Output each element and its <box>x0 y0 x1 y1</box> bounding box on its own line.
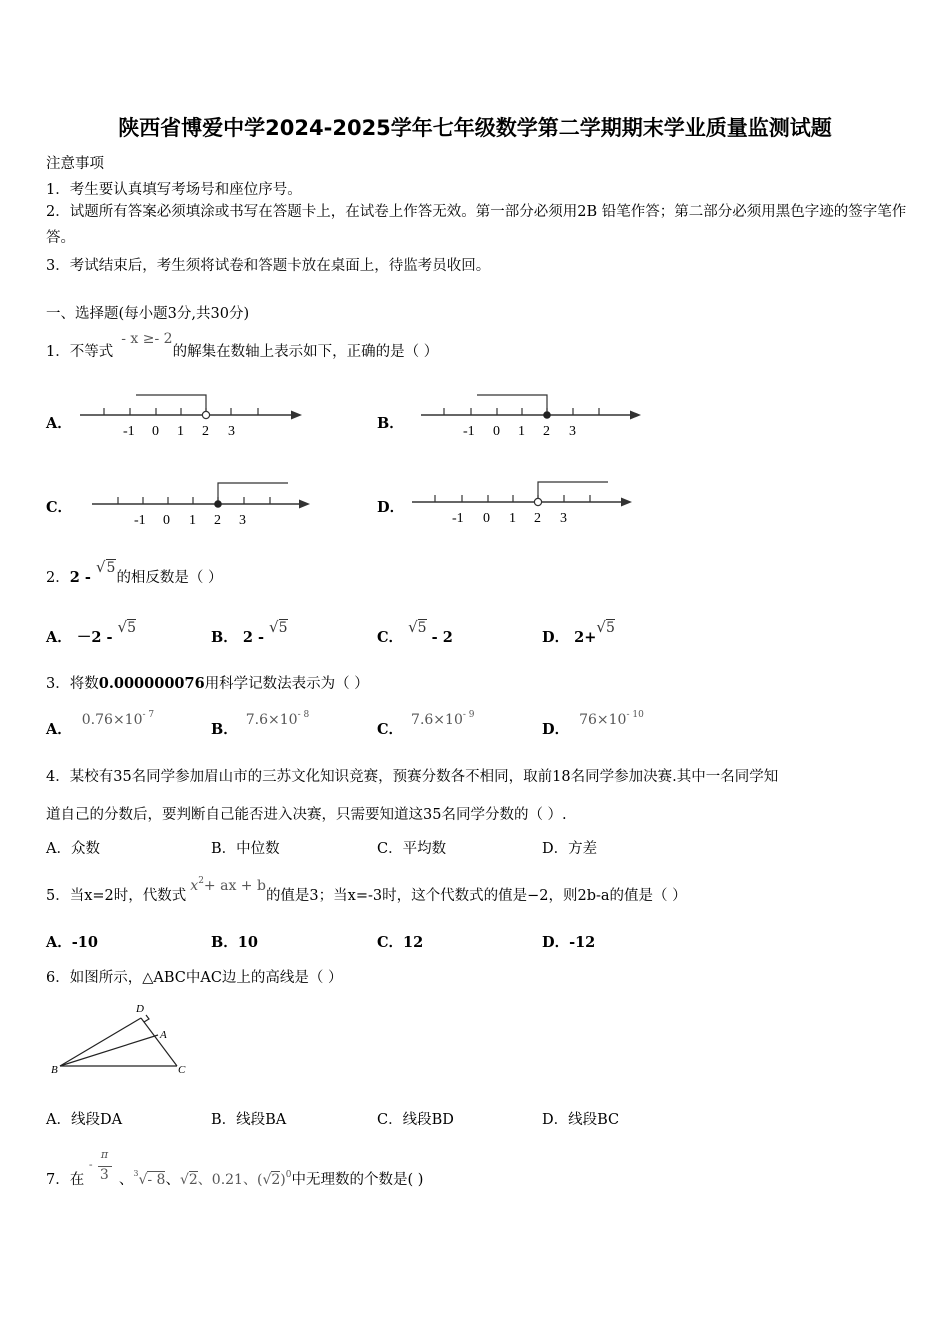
q4-option-b[interactable]: B．中位数 <box>211 841 280 857</box>
notice-heading: 注意事项 <box>46 156 104 172</box>
tick-label: 3 <box>239 513 246 528</box>
option-text: 2+ <box>574 629 597 646</box>
notice-item-1: 1．考生要认真填写考场号和座位序号。 <box>46 182 302 198</box>
notice-item-2: 2．试题所有答案必须填涂或书写在答题卡上，在试卷上作答无效。第一部分必须用2B 铅笔作答；第二部分必须用黑色字迹的签字笔作答。 <box>46 204 907 246</box>
q4-option-d[interactable]: D．方差 <box>542 841 598 857</box>
q2-suffix: 的相反数是（ ） <box>116 570 223 586</box>
option-math <box>82 712 154 728</box>
q6-option-b[interactable]: B．线段BA <box>211 1112 287 1128</box>
page-title: 陕西省博爱中学2024-2025学年七年级数学第二学期期末学业质量监测试题 <box>118 116 832 140</box>
radicand: 2 <box>271 1172 281 1188</box>
tick-label: 3 <box>560 511 567 526</box>
question-7 <box>46 1148 424 1190</box>
option-label: B． <box>211 721 238 738</box>
option-label: C． <box>377 629 404 646</box>
q5-prefix: 5．当x=2时，代数式 <box>46 888 187 904</box>
tick-label: 0 <box>152 424 159 439</box>
option-base: 7.6×10 <box>245 712 298 728</box>
tick-label: 1 <box>518 424 525 439</box>
option-label: C． <box>377 721 404 738</box>
option-text: 2 - <box>242 629 270 646</box>
option-exp: - 10 <box>626 710 644 720</box>
q4-option-a[interactable]: A．众数 <box>46 841 100 857</box>
q1-option-a-numberline[interactable] <box>76 388 306 443</box>
q3-option-c[interactable] <box>377 710 475 739</box>
tick-label: -1 <box>134 513 146 528</box>
frac-denominator: 3 <box>99 1167 109 1183</box>
separator: 、 <box>118 1172 134 1188</box>
q1-suffix: 的解集在数轴上表示如下，正确的是（ ） <box>172 344 439 360</box>
radicand: - 8 <box>147 1172 166 1188</box>
q2-prefix: 2． <box>46 570 70 586</box>
q2-option-a[interactable] <box>46 618 137 647</box>
q1-prefix: 1．不等式 <box>46 344 114 360</box>
q6-triangle-figure <box>46 998 196 1080</box>
tick-label: 3 <box>569 424 576 439</box>
q5-option-b[interactable]: B．10 <box>211 934 258 951</box>
option-base: 0.76×10 <box>81 712 143 728</box>
tick-label: 3 <box>228 424 235 439</box>
q1-option-a-label: A． <box>46 415 72 432</box>
q2-stem: 2 - <box>69 569 96 586</box>
tick-label: -1 <box>452 511 464 526</box>
q2-radicand: 5 <box>106 560 116 576</box>
q2-sqrt: √5 <box>95 558 116 576</box>
tick-label: 2 <box>214 513 221 528</box>
option-label: A． <box>46 721 72 738</box>
tick-label: -1 <box>463 424 475 439</box>
question-4-line-2: 道自己的分数后，要判断自己能否进入决赛，只需要知道这35名同学分数的（ ）. <box>46 807 567 823</box>
q3-number: 0.000000076 <box>98 675 205 692</box>
q6-option-a[interactable]: A．线段DA <box>46 1112 123 1128</box>
option-label: A． <box>46 629 72 646</box>
point-label-a: A <box>160 1029 167 1041</box>
option-exp: - 7 <box>142 710 155 720</box>
q1-expr: - x ≥- 2 <box>121 331 173 347</box>
question-2 <box>46 558 223 587</box>
notice-item-3: 3．考试结束后，考生须将试卷和答题卡放在桌面上，待监考员收回。 <box>46 258 491 274</box>
tick-label: 2 <box>534 511 541 526</box>
q6-option-c[interactable]: C．线段BD <box>377 1112 454 1128</box>
tick-label: 2 <box>202 424 209 439</box>
frac-numerator: π <box>100 1148 109 1161</box>
option-math <box>579 712 644 728</box>
q3-suffix: 用科学记数法表示为（ ） <box>204 676 369 692</box>
option-label: D． <box>542 629 570 646</box>
sqrt5: √5 <box>408 618 427 636</box>
q1-option-b-label: B． <box>377 415 404 432</box>
tick-label: 1 <box>177 424 184 439</box>
separator: 、 <box>165 1172 180 1188</box>
q4-option-c[interactable]: C．平均数 <box>377 841 447 857</box>
q1-option-b-numberline[interactable] <box>417 388 647 443</box>
question-1 <box>46 331 439 361</box>
exponent: 0 <box>285 1170 292 1180</box>
q1-option-c-label: C． <box>46 499 73 516</box>
q2-option-c[interactable] <box>377 618 453 647</box>
sqrt5: √5 <box>117 618 137 636</box>
q3-option-a[interactable] <box>46 710 155 739</box>
q3-prefix: 3．将数 <box>46 676 99 692</box>
sqrt5: √5 <box>596 618 615 636</box>
q1-option-d-label: D． <box>377 499 405 516</box>
q7-neg-pi-over-3: - π 3 <box>89 1170 119 1190</box>
q3-option-b[interactable] <box>211 710 310 739</box>
q2-option-d[interactable] <box>542 618 615 647</box>
q7-cbrt-neg8: $^3$√- 8 <box>133 1169 166 1188</box>
question-6: 6．如图所示，△ABC中AC边上的高线是（ ） <box>46 970 343 986</box>
q3-option-d[interactable] <box>542 710 644 739</box>
option-base: 7.6×10 <box>411 712 463 728</box>
radicand: 5 <box>278 620 288 636</box>
question-5 <box>46 876 687 905</box>
sqrt5: √5 <box>269 618 288 636</box>
question-4-line-1: 4．某校有35名同学参加眉山市的三苏文化知识竞赛，预赛分数各不相同，取前18名同学参加决赛.其中一名同学知 <box>46 769 779 785</box>
tick-label: 1 <box>509 511 516 526</box>
section-heading: 一、选择题(每小题3分,共30分) <box>46 306 250 322</box>
q1-option-d-numberline[interactable] <box>408 472 640 527</box>
option-label: B． <box>211 629 238 646</box>
point-label-b: B <box>51 1064 58 1076</box>
q6-option-d[interactable]: D．线段BC <box>542 1112 620 1128</box>
tick-label: -1 <box>123 424 135 439</box>
q1-option-c-numberline[interactable] <box>88 474 318 529</box>
radicand: 5 <box>127 620 137 636</box>
radicand: 5 <box>605 620 615 636</box>
q7-sqrt2: √2 <box>179 1172 198 1188</box>
q5-option-a[interactable]: A．-10 <box>46 934 98 951</box>
q7-list-text: 、0.21、( <box>197 1172 263 1188</box>
radicand: 2 <box>188 1172 198 1188</box>
q5-suffix: 的值是3；当x=-3时，这个代数式的值是−2，则2b-a的值是（ ） <box>265 888 687 904</box>
question-3 <box>46 672 369 693</box>
close-paren: ) <box>280 1172 286 1188</box>
tick-label: 0 <box>483 511 490 526</box>
q5-option-d[interactable]: D．-12 <box>542 934 596 951</box>
q2-option-b[interactable] <box>211 618 288 647</box>
point-label-d: D <box>136 1003 144 1015</box>
tick-label: 2 <box>543 424 550 439</box>
option-text: －2 - <box>76 629 118 646</box>
option-text: - 2 <box>426 629 453 646</box>
tick-label: 0 <box>163 513 170 528</box>
option-base: 76×10 <box>579 712 627 728</box>
option-exp: - 8 <box>297 710 310 720</box>
q7-suffix: 中无理数的个数是( ) <box>291 1172 424 1188</box>
q7-prefix: 7．在 <box>46 1172 85 1188</box>
q7-sqrt2-power: √2)$^0$ <box>262 1170 292 1188</box>
tick-label: 0 <box>493 424 500 439</box>
point-label-c: C <box>178 1064 186 1076</box>
q5-expr-rest: + ax + b <box>203 878 266 894</box>
tick-label: 1 <box>189 513 196 528</box>
option-math <box>246 712 309 728</box>
option-label: D． <box>542 721 570 738</box>
option-exp: - 9 <box>462 710 475 720</box>
q5-option-c[interactable]: C．12 <box>377 934 424 951</box>
q5-expr: $x^2+$ ax + b <box>190 876 266 894</box>
option-math <box>411 712 474 728</box>
radicand: 5 <box>417 620 427 636</box>
